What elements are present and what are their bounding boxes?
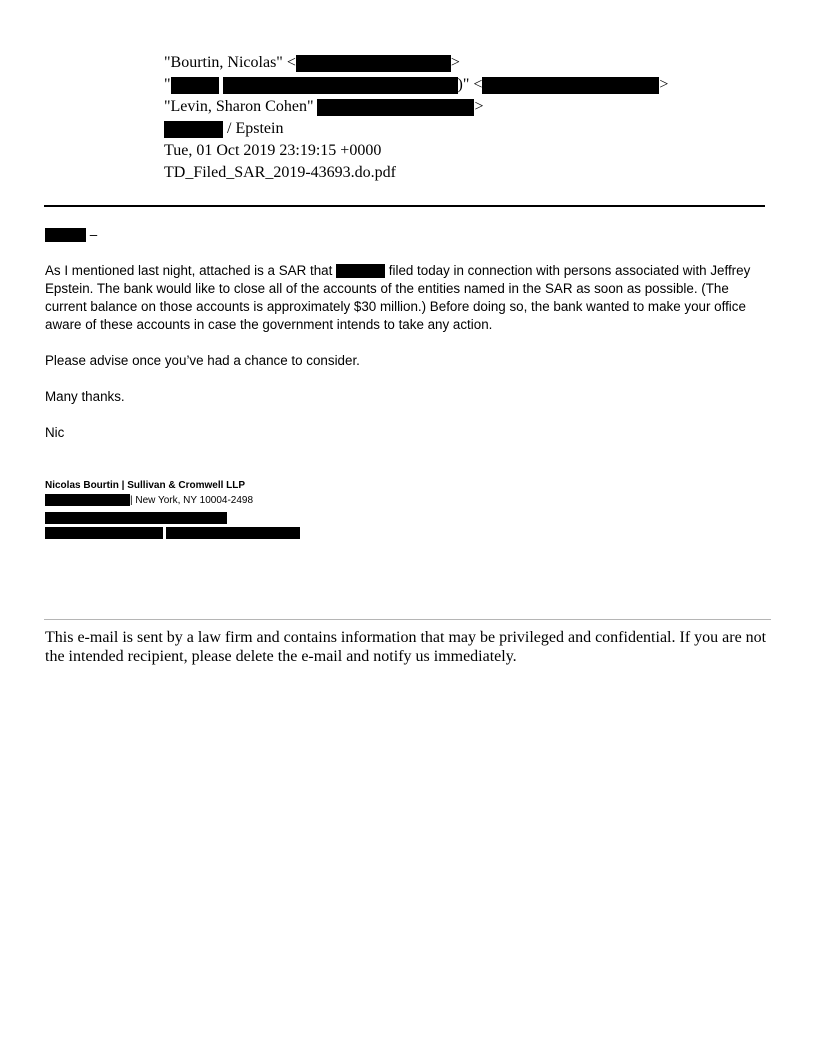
cc-value: "Levin, Sharon Cohen" > [164,98,484,115]
attachment-filename[interactable]: TD_Filed_SAR_2019-43693.do.pdf [164,164,396,181]
body-paragraph-2: Please advise once you’ve had a chance to consider. [45,353,360,368]
redaction-block [164,121,223,138]
signature-contact-line [45,510,227,525]
to-value: " )" < > [164,76,669,93]
greeting: – [45,226,97,244]
redaction-block [166,527,300,539]
from-value [164,53,460,73]
from-close: > [450,54,460,71]
header-divider [44,205,765,207]
date-value: Tue, 01 Oct 2019 23:19:15 +0000 [164,142,382,159]
redaction-block [45,512,227,524]
legal-disclaimer: This e-mail is sent by a law firm and contains information that may be privileged and confidential. If you are not the intended recipient, please delete the e-mail and notify us immediately. [45,629,767,665]
body-paragraph-3: Many thanks. [45,389,125,404]
redaction-block [296,55,451,72]
signature-contact-line [45,525,300,540]
redaction-block [45,527,163,539]
redaction-block [45,494,130,506]
redaction-block [482,77,659,94]
redaction-block [317,99,474,116]
body-signoff: Nic [45,425,65,440]
footer-divider [44,619,771,620]
body-paragraph-1: As I mentioned last night, attached is a SAR that filed today in connection with persons associated with Jeffrey Epstein. The bank would like to close all of the accounts of the entities named in the SAR as soon as possible. (The current balance on those accounts is approximately $30 million.) Before doing so, the bank wanted to make your office aware of these accounts in case the government intends to take any action. [45,263,751,332]
redaction-block [336,264,385,278]
from-name: "Bourtin, Nicolas" < [164,54,296,71]
redaction-block [45,228,86,242]
subject-value: / Epstein [164,119,283,139]
signature-name-line: Nicolas Bourtin | Sullivan & Cromwell LLP [45,480,246,491]
redaction-block [171,77,219,94]
signature-address-line: | New York, NY 10004-2498 [45,493,253,508]
redaction-block [223,77,458,94]
